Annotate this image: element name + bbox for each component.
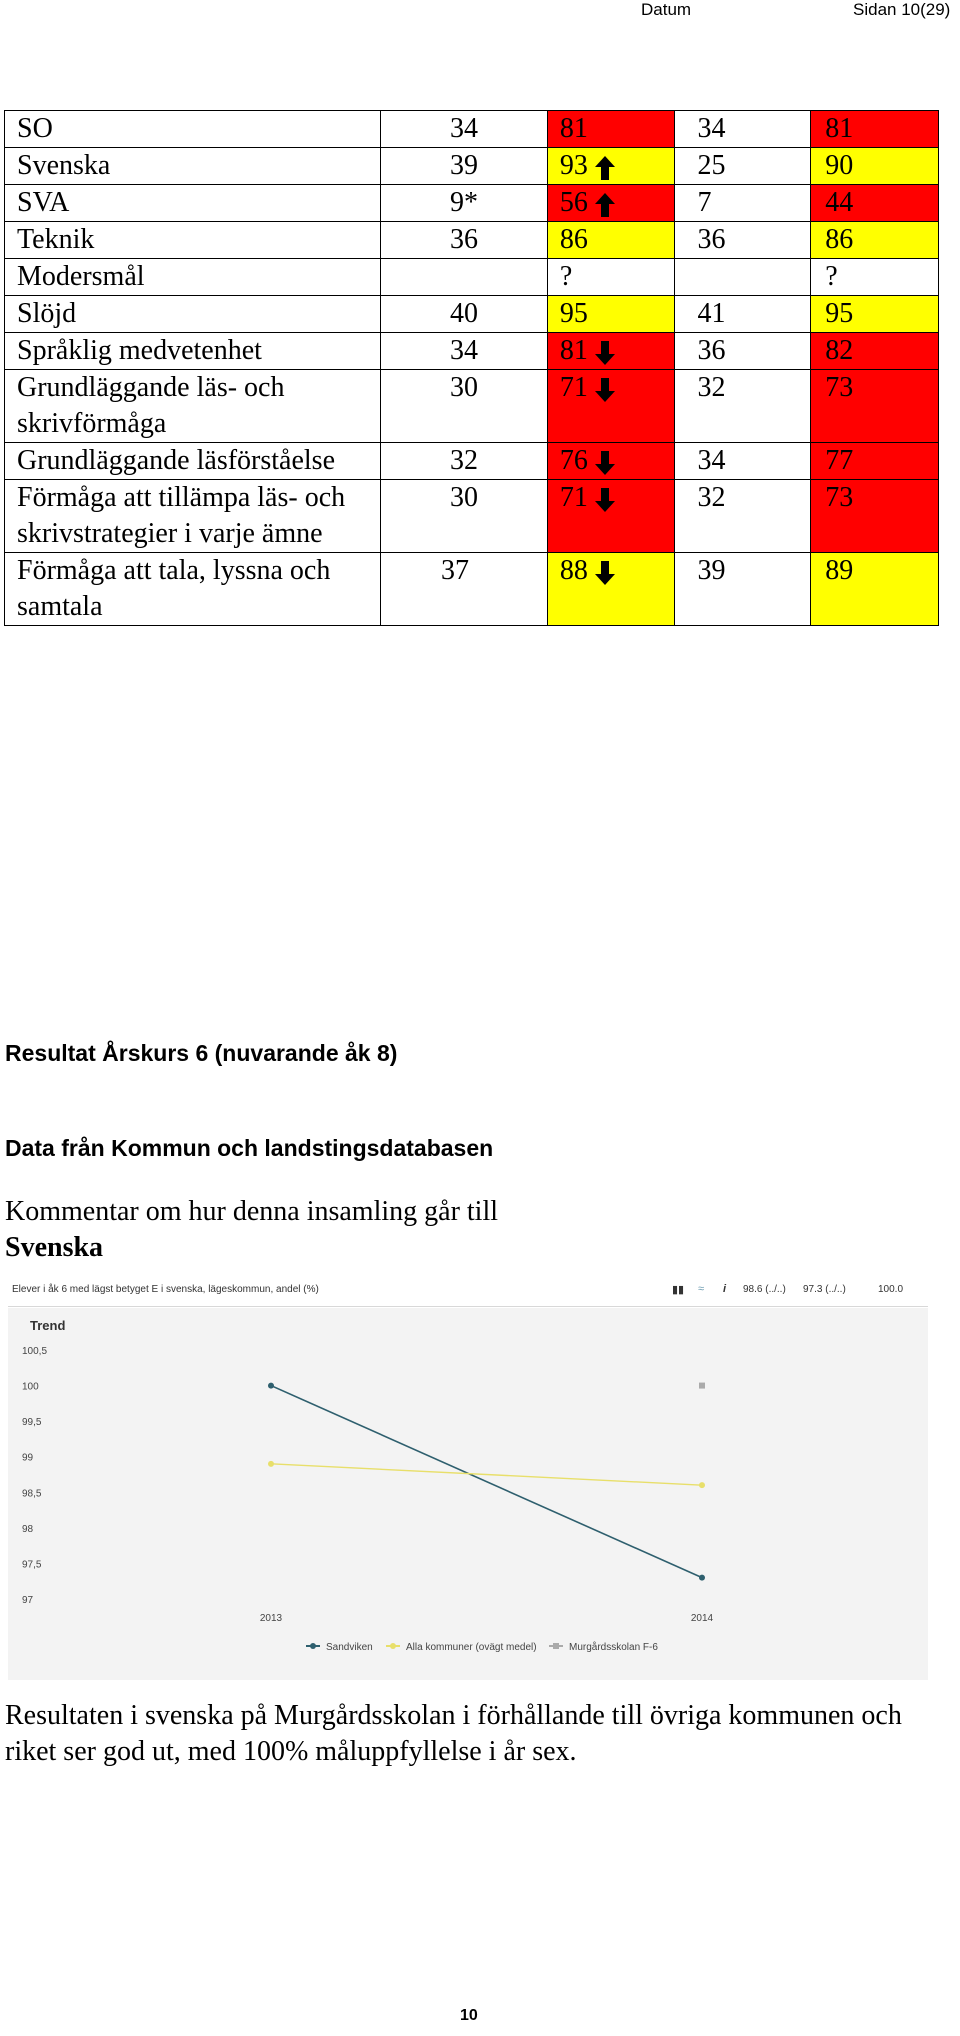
value-cell-2 [547, 185, 675, 222]
subject-cell-text: Slöjd [17, 298, 77, 329]
value-cell-3 [675, 370, 811, 443]
value-cell-3-text: 39 [697, 555, 726, 586]
header-date-label: Datum [641, 0, 692, 19]
value-cell-4-text: 86 [825, 224, 854, 255]
value-cell-1 [381, 443, 548, 480]
y-tick-label: 97,5 [22, 1559, 42, 1571]
page-number: 10 [460, 2007, 478, 2024]
value-cell-4 [811, 222, 939, 259]
value-cell-2 [547, 296, 675, 333]
x-tick-label: 2014 [690, 1613, 714, 1624]
trend-chart-svg [8, 1278, 928, 1680]
value-cell-4-text: 44 [825, 187, 854, 218]
table-row [5, 333, 939, 370]
table-row [5, 296, 939, 333]
table-row [5, 480, 939, 553]
down-arrow-icon [594, 560, 616, 586]
value-cell-3 [675, 185, 811, 222]
subject-cell [5, 443, 381, 480]
subject-cell-text: Förmåga att tillämpa läs- och skrivstrategier i varje ämne [17, 482, 346, 549]
value-cell-2-text: 76 [559, 445, 588, 476]
value-cell-4-text: 81 [825, 113, 854, 144]
subject-cell [5, 553, 381, 626]
value-cell-2-text: 88 [559, 555, 588, 586]
value-cell-2 [547, 443, 675, 480]
value-cell-3 [675, 111, 811, 148]
subject-cell-text: SO [17, 113, 53, 144]
subject-cell-text: Språklig medvetenhet [17, 335, 262, 366]
page-header [0, 0, 960, 24]
y-tick-label: 98 [22, 1523, 34, 1535]
value-cell-3 [675, 333, 811, 370]
y-tick-label: 98,5 [22, 1488, 42, 1500]
value-cell-2 [547, 480, 675, 553]
chart-value-2: 97.3 (../..) [803, 1284, 846, 1295]
legend-marker [390, 1643, 396, 1649]
subject-cell-text: SVA [17, 187, 70, 218]
value-cell-2 [547, 333, 675, 370]
value-cell-3-text: 32 [697, 372, 726, 403]
value-cell-1 [381, 333, 548, 370]
value-cell-3-text: 7 [697, 187, 712, 218]
table-row [5, 111, 939, 148]
legend-marker [310, 1643, 316, 1649]
value-cell-1 [381, 370, 548, 443]
value-cell-4-text: 89 [825, 555, 854, 586]
value-cell-2-text: 71 [559, 372, 588, 403]
value-cell-4 [811, 296, 939, 333]
value-cell-1 [381, 148, 548, 185]
legend-label: Murgårdsskolan F-6 [569, 1642, 658, 1653]
legend-label: Alla kommuner (ovägt medel) [406, 1642, 537, 1653]
value-cell-2 [547, 148, 675, 185]
chart-value-1: 98.6 (../..) [743, 1284, 786, 1295]
info-icon[interactable]: i [723, 1283, 727, 1295]
value-cell-4 [811, 553, 939, 626]
value-cell-4-text: 73 [825, 372, 854, 403]
value-cell-1-text: 40 [450, 298, 479, 329]
value-cell-3 [675, 148, 811, 185]
subject-cell [5, 370, 381, 443]
section-heading-data-source: Data från Kommun och landstingsdatabasen [5, 1135, 494, 1161]
value-cell-1-text: 9* [450, 187, 479, 218]
table-row [5, 222, 939, 259]
value-cell-3-text: 36 [697, 335, 726, 366]
results-table [4, 110, 939, 626]
subject-cell [5, 259, 381, 296]
table-row [5, 370, 939, 443]
subject-cell [5, 185, 381, 222]
value-cell-2 [547, 370, 675, 443]
trend-chart-widget [8, 1278, 928, 1680]
value-cell-3-text: 34 [697, 445, 726, 476]
table-row [5, 553, 939, 626]
value-cell-3 [675, 296, 811, 333]
value-cell-2-text: 86 [559, 224, 588, 255]
value-cell-1 [381, 259, 548, 296]
value-cell-3 [675, 553, 811, 626]
value-cell-3-text: 34 [697, 113, 726, 144]
subject-cell [5, 480, 381, 553]
data-point [699, 1575, 705, 1581]
value-cell-4-text: 77 [825, 445, 854, 476]
subject-cell [5, 333, 381, 370]
comment-intro: Kommentar om hur denna insamling går till [5, 1196, 499, 1227]
value-cell-4 [811, 480, 939, 553]
value-cell-1 [381, 296, 548, 333]
value-cell-4-text: 82 [825, 335, 854, 366]
subject-cell-text: Förmåga att tala, lyssna och samtala [17, 555, 331, 622]
table-row [5, 185, 939, 222]
up-arrow-icon [594, 192, 616, 218]
bar-chart-icon[interactable]: ▮▮ [672, 1284, 685, 1296]
subject-cell [5, 111, 381, 148]
value-cell-1-text: 30 [450, 372, 479, 403]
value-cell-1 [381, 222, 548, 259]
y-tick-label: 100,5 [22, 1346, 48, 1357]
table-row [5, 259, 939, 296]
value-cell-3-text: 32 [697, 482, 726, 513]
value-cell-1 [381, 553, 548, 626]
subject-cell-text: Grundläggande läsförståelse [17, 445, 335, 476]
value-cell-4-text: ? [825, 261, 838, 292]
value-cell-4 [811, 148, 939, 185]
x-tick-label: 2013 [259, 1613, 283, 1624]
value-cell-3 [675, 480, 811, 553]
value-cell-1-text: 39 [450, 150, 479, 181]
subject-cell [5, 296, 381, 333]
data-point [268, 1383, 274, 1389]
value-cell-4 [811, 259, 939, 296]
up-arrow-icon [594, 155, 616, 181]
value-cell-2-text: 93 [559, 150, 588, 181]
table-row [5, 443, 939, 480]
subject-cell-text: Grundläggande läs- och skrivförmåga [17, 372, 285, 439]
value-cell-4 [811, 111, 939, 148]
data-point [268, 1461, 274, 1467]
header-page-label: Sidan 10(29) [853, 0, 951, 19]
subject-cell-text: Svenska [17, 150, 111, 181]
value-cell-4 [811, 370, 939, 443]
subject-cell [5, 222, 381, 259]
value-cell-2-text: ? [559, 261, 573, 292]
value-cell-1-text: 37 [441, 555, 470, 586]
value-cell-3-text: 41 [697, 298, 726, 329]
value-cell-1-text: 36 [450, 224, 479, 255]
legend-label: Sandviken [326, 1642, 373, 1653]
value-cell-4 [811, 443, 939, 480]
trend-icon[interactable]: ≈ [698, 1283, 705, 1295]
value-cell-2-text: 95 [559, 298, 588, 329]
value-cell-2-text: 81 [559, 113, 588, 144]
down-arrow-icon [594, 450, 616, 476]
subject-cell-text: Modersmål [17, 261, 145, 292]
value-cell-3 [675, 222, 811, 259]
legend-marker [553, 1643, 559, 1649]
data-point [699, 1482, 705, 1488]
conclusion-text: Resultaten i svenska på Murgårdsskolan i förhållande till övriga kommunen och riket ser god ut, med 100% måluppfyllelse i år sex. [5, 1700, 902, 1767]
chart-widget-title: Elever i åk 6 med lägst betyget E i svenska, lägeskommun, andel (%) [12, 1284, 319, 1295]
value-cell-1-text: 34 [450, 113, 479, 144]
value-cell-4 [811, 185, 939, 222]
value-cell-2 [547, 259, 675, 296]
down-arrow-icon [594, 377, 616, 403]
value-cell-2-text: 56 [559, 187, 588, 218]
value-cell-1-text: 34 [450, 335, 479, 366]
down-arrow-icon [594, 340, 616, 366]
value-cell-1-text: 30 [450, 482, 479, 513]
value-cell-2-text: 81 [559, 335, 588, 366]
value-cell-4-text: 90 [825, 150, 854, 181]
table-row [5, 148, 939, 185]
value-cell-1 [381, 185, 548, 222]
value-cell-1 [381, 480, 548, 553]
value-cell-4 [811, 333, 939, 370]
chart-title: Trend [30, 1318, 66, 1333]
value-cell-3 [675, 259, 811, 296]
y-tick-label: 99,5 [22, 1417, 42, 1429]
subject-cell-text: Teknik [17, 224, 95, 255]
down-arrow-icon [594, 487, 616, 513]
value-cell-4-text: 73 [825, 482, 854, 513]
value-cell-3 [675, 443, 811, 480]
value-cell-3-text: 36 [697, 224, 726, 255]
subject-cell [5, 148, 381, 185]
value-cell-1 [381, 111, 548, 148]
value-cell-1-text: 32 [450, 445, 479, 476]
value-cell-2-text: 71 [559, 482, 588, 513]
comment-subject: Svenska [5, 1232, 104, 1263]
value-cell-2 [547, 111, 675, 148]
chart-value-3: 100.0 [878, 1284, 904, 1295]
y-tick-label: 99 [22, 1452, 34, 1464]
value-cell-2 [547, 222, 675, 259]
data-point [699, 1383, 705, 1389]
section-heading-results: Resultat Årskurs 6 (nuvarande åk 8) [5, 1040, 398, 1066]
value-cell-2 [547, 553, 675, 626]
y-tick-label: 97 [22, 1595, 34, 1606]
y-tick-label: 100 [22, 1381, 39, 1393]
value-cell-4-text: 95 [825, 298, 854, 329]
value-cell-3-text: 25 [697, 150, 726, 181]
